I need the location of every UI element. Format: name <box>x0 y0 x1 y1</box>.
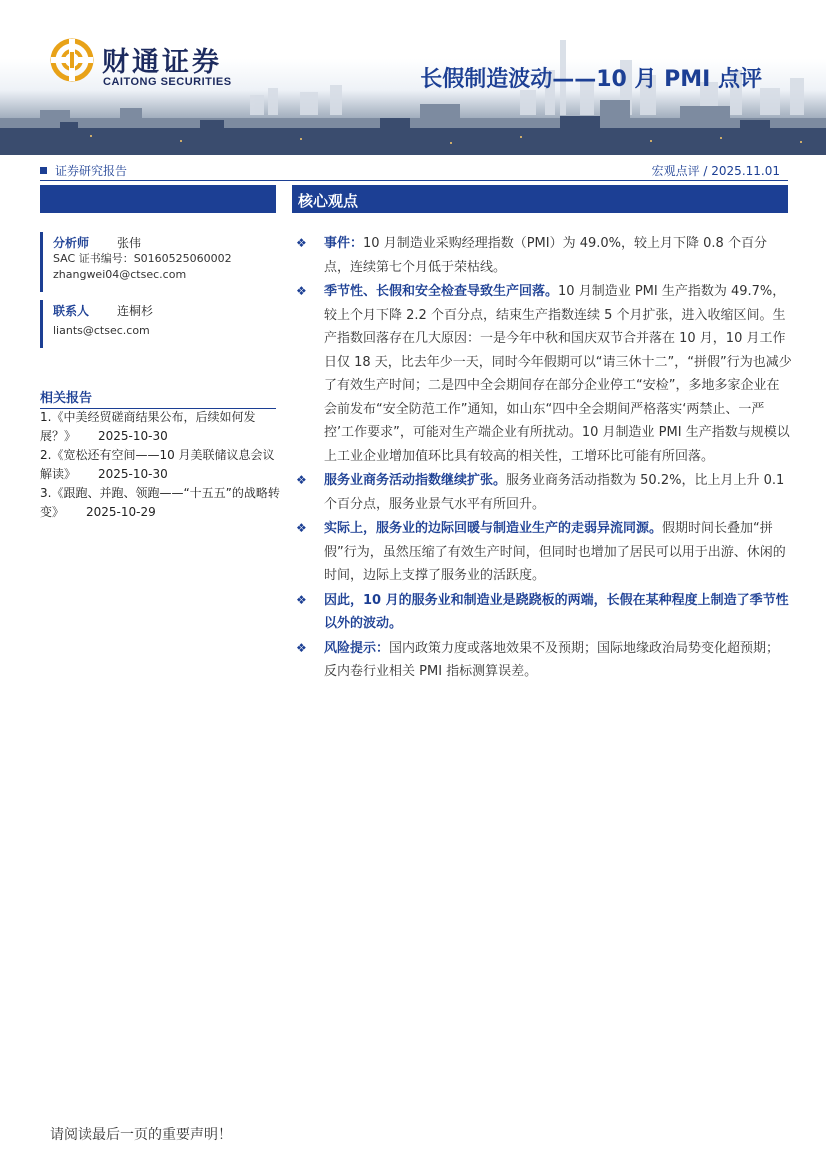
logo-chinese-text: 财通证券 <box>102 47 222 78</box>
report-title: 长假制造波动——10 月 PMI 点评 <box>420 67 762 92</box>
logo-english-text: CAITONG SECURITIES <box>103 76 232 88</box>
analyst-name: 张伟 <box>117 236 142 250</box>
bullet-point: ❖ 季节性、长假和安全检查导致生产回落。10 月制造业 PMI 生产指数为 49.7%，较上个月下降 2.2 个百分点，结束生产指数连续 5 个月扩张，进入收缩区间。生产指数回落存在几大原因：一是今年中秋和国庆双节合并落在 10 月，10 月工作日仅 18 天，比去年少一天，同时今年假期可以“请三休十二”，“拼假”行为也减少了有效生产时间；二是四中全会期间存在部分企业停工“安检”，多地多家企业在会前发布“安全防范工作”通知，如山东“四中全会期间严格落实‘两禁止、一严控’工作要求”，可能对生产端企业有所扰动。10 月制造业 PMI 生产指数与规模以上工业企业增加值环比具有较高的相关性，工增环比可能有所回落。 <box>292 280 792 468</box>
related-report-item[interactable]: 1.《中美经贸磋商结果公布，后续如何发展？》 2025-10-30 <box>40 410 256 443</box>
diamond-bullet-icon: ❖ <box>296 521 307 535</box>
contact-name: 连桐杉 <box>117 304 154 318</box>
analyst-email[interactable]: zhangwei04@ctsec.com <box>53 268 187 281</box>
square-bullet-icon <box>40 167 47 174</box>
analyst-card <box>40 232 276 292</box>
diamond-bullet-icon: ❖ <box>296 473 307 487</box>
core-view-header <box>292 185 788 213</box>
report-info-strip <box>40 160 788 181</box>
diamond-bullet-icon: ❖ <box>296 284 307 298</box>
contact-email[interactable]: liants@ctsec.com <box>53 324 150 337</box>
analyst-role: 分析师 <box>53 236 90 250</box>
diamond-bullet-icon: ❖ <box>296 640 307 655</box>
bullet-point: ❖ 因此，10 月的服务业和制造业是跷跷板的两端，长假在某种程度上制造了季节性以外的波动。 <box>292 589 792 636</box>
related-report-item[interactable]: 2.《宽松还有空间——10 月美联储议息会议解读》 2025-10-30 <box>40 448 275 481</box>
related-reports-title: 相关报告 <box>40 387 276 409</box>
related-reports-list <box>40 408 280 522</box>
contact-role: 联系人 <box>53 304 90 318</box>
report-header <box>0 0 826 155</box>
related-report-item[interactable]: 3.《跟跑、并跑、领跑——“十五五”的战略转变》 2025-10-29 <box>40 486 280 519</box>
bullet-point: ❖ 事件：10 月制造业采购经理指数（PMI）为 49.0%，较上月下降 0.8 个百分点，连续第七个月低于荣枯线。 <box>292 232 792 279</box>
core-view-title: 核心观点 <box>298 192 359 210</box>
report-type: 证券研究报告 <box>55 164 128 178</box>
core-points <box>292 232 792 685</box>
diamond-bullet-icon: ❖ <box>296 236 307 250</box>
report-category-date: 宏观点评 / 2025.11.01 <box>651 164 780 178</box>
disclaimer-note: 请阅读最后一页的重要声明！ <box>50 1127 232 1143</box>
bullet-point: ❖ 风险提示：国内政策力度或落地效果不及预期；国际地缘政治局势变化超预期；反内卷行业相关 PMI 指标测算误差。 <box>292 637 792 684</box>
bullet-point: ❖ 服务业商务活动指数继续扩张。服务业商务活动指数为 50.2%，比上月上升 0.1 个百分点，服务业景气水平有所回升。 <box>292 469 792 516</box>
diamond-bullet-icon: ❖ <box>296 592 307 607</box>
sidebar-header-bar <box>40 185 276 213</box>
caitong-logo-icon <box>50 38 94 82</box>
contact-card <box>40 300 276 348</box>
analyst-cert: SAC 证书编号：S0160525060002 <box>53 252 232 265</box>
bullet-point: ❖ 实际上，服务业的边际回暖与制造业生产的走弱异流同源。假期时间长叠加“拼假”行为，虽然压缩了有效生产时间，但同时也增加了居民可以用于出游、休闲的时间，边际上支撑了服务业的活跃度。 <box>292 517 792 588</box>
